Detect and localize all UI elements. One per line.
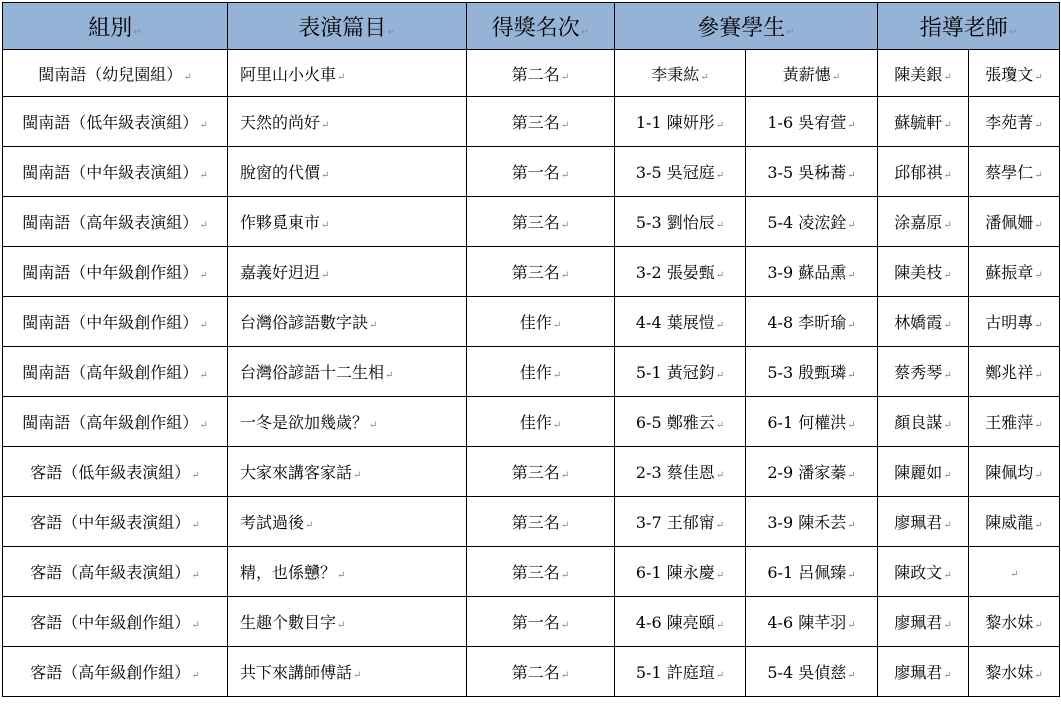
cell-award: 第二名↵: [467, 50, 615, 97]
cell-student-2: 黃薪憓↵: [746, 50, 878, 97]
cell-award: 第三名↵: [467, 247, 615, 297]
table-row: [3, 597, 1060, 647]
cell-category: 閩南語（低年級表演組）↵: [3, 97, 228, 147]
cell-title: 精，也係戇？↵: [228, 547, 467, 597]
cell-teacher-2: 張瓊文↵: [969, 50, 1060, 97]
cell-student-1: 6-5 鄭雅云↵: [615, 397, 746, 447]
table-row: [3, 347, 1060, 397]
cell-category: 閩南語（高年級創作組）↵: [3, 397, 228, 447]
cell-student-1: 5-3 劉怡辰↵: [615, 197, 746, 247]
cell-student-1: 4-6 陳亮頤↵: [615, 597, 746, 647]
cell-student-2: 5-3 殷甄璘↵: [746, 347, 878, 397]
cell-category: 客語（中年級表演組）↵: [3, 497, 228, 547]
cell-teacher-2: 蔡學仁↵: [969, 147, 1060, 197]
cell-award: 佳作↵: [467, 297, 615, 347]
table-body: [3, 50, 1060, 697]
cell-title: 一冬是欲加幾歲？↵: [228, 397, 467, 447]
cell-title: 大家來講客家話↵: [228, 447, 467, 497]
cell-title: 共下來講師傅話↵: [228, 647, 467, 697]
cell-student-1: 4-4 葉展愷↵: [615, 297, 746, 347]
cell-award: 第二名↵: [467, 647, 615, 697]
cell-teacher-2: 古明專↵: [969, 297, 1060, 347]
cell-teacher-1: 林嬌霞↵: [878, 297, 969, 347]
cell-category: 客語（高年級創作組）↵: [3, 647, 228, 697]
cell-student-2: 3-9 陳禾芸↵: [746, 497, 878, 547]
cell-award: 第一名↵: [467, 597, 615, 647]
cell-title: 台灣俗諺語十二生相↵: [228, 347, 467, 397]
cell-category: 閩南語（中年級表演組）↵: [3, 147, 228, 197]
cell-student-1: 5-1 許庭瑄↵: [615, 647, 746, 697]
cell-student-1: 2-3 蔡佳恩↵: [615, 447, 746, 497]
table-row: [3, 397, 1060, 447]
cell-award: 第三名↵: [467, 497, 615, 547]
cell-category: 閩南語（高年級表演組）↵: [3, 197, 228, 247]
cell-award: 第三名↵: [467, 547, 615, 597]
cell-teacher-2: 黎水妹↵: [969, 647, 1060, 697]
table-row: [3, 297, 1060, 347]
awards-table: [2, 2, 1060, 697]
header-teachers: 指導老師↵: [878, 3, 1060, 50]
cell-student-1: 3-5 吳冠庭↵: [615, 147, 746, 197]
cell-title: 嘉義好迌迌↵: [228, 247, 467, 297]
cell-title: 脫窗的代價↵: [228, 147, 467, 197]
header-students: 參賽學生↵: [615, 3, 878, 50]
cell-title: 阿里山小火車↵: [228, 50, 467, 97]
header-group: 組別↵: [3, 3, 228, 50]
cell-award: 第三名↵: [467, 447, 615, 497]
cell-teacher-1: 蔡秀琴↵: [878, 347, 969, 397]
cell-student-2: 6-1 何權洪↵: [746, 397, 878, 447]
cell-teacher-2: 潘佩姍↵: [969, 197, 1060, 247]
table-row: [3, 447, 1060, 497]
table-row: [3, 647, 1060, 697]
cell-teacher-1: 邱郁祺↵: [878, 147, 969, 197]
cell-teacher-2: 王雅萍↵: [969, 397, 1060, 447]
cell-student-1: 3-7 王郁甯↵: [615, 497, 746, 547]
cell-title: 台灣俗諺語數字訣↵: [228, 297, 467, 347]
table-row: [3, 197, 1060, 247]
cell-category: 閩南語（幼兒園組）↵: [3, 50, 228, 97]
cell-student-2: 3-5 吳秭蕎↵: [746, 147, 878, 197]
cell-award: 第三名↵: [467, 97, 615, 147]
cell-student-2: 4-6 陳芊羽↵: [746, 597, 878, 647]
cell-title: 天然的尚好↵: [228, 97, 467, 147]
cell-teacher-2: 李苑菁↵: [969, 97, 1060, 147]
cell-award: 佳作↵: [467, 347, 615, 397]
cell-title: 生趣个數目字↵: [228, 597, 467, 647]
cell-student-2: 2-9 潘家蓁↵: [746, 447, 878, 497]
cell-category: 閩南語（高年級創作組）↵: [3, 347, 228, 397]
cell-category: 閩南語（中年級創作組）↵: [3, 247, 228, 297]
cell-teacher-1: 涂嘉原↵: [878, 197, 969, 247]
table-row: [3, 497, 1060, 547]
cell-student-1: 1-1 陳妍彤↵: [615, 97, 746, 147]
cell-teacher-1: 廖珮君↵: [878, 597, 969, 647]
cell-award: 第一名↵: [467, 147, 615, 197]
cell-teacher-1: 陳美枝↵: [878, 247, 969, 297]
cell-teacher-1: 陳麗如↵: [878, 447, 969, 497]
cell-student-2: 5-4 凌浤銓↵: [746, 197, 878, 247]
table-row: [3, 247, 1060, 297]
cell-teacher-2: 黎水妹↵: [969, 597, 1060, 647]
header-title: 表演篇目↵: [228, 3, 467, 50]
table-row: [3, 50, 1060, 97]
cell-student-1: 李秉紘↵: [615, 50, 746, 97]
cell-award: 佳作↵: [467, 397, 615, 447]
cell-teacher-1: 陳政文↵: [878, 547, 969, 597]
cell-teacher-1: 蘇毓軒↵: [878, 97, 969, 147]
cell-teacher-1: 廖珮君↵: [878, 497, 969, 547]
table-row: [3, 147, 1060, 197]
header-award: 得獎名次↵: [467, 3, 615, 50]
cell-student-1: 3-2 張晏甄↵: [615, 247, 746, 297]
cell-category: 客語（高年級表演組）↵: [3, 547, 228, 597]
table-row: [3, 547, 1060, 597]
cell-teacher-2: 鄭兆祥↵: [969, 347, 1060, 397]
cell-category: 客語（中年級創作組）↵: [3, 597, 228, 647]
cell-award: 第三名↵: [467, 197, 615, 247]
cell-student-2: 5-4 吳偵慈↵: [746, 647, 878, 697]
cell-teacher-2: 蘇振章↵: [969, 247, 1060, 297]
cell-teacher-1: 顏良謀↵: [878, 397, 969, 447]
cell-teacher-1: 陳美銀↵: [878, 50, 969, 97]
cell-title: 考試過後↵: [228, 497, 467, 547]
cell-student-1: 5-1 黃冠鈞↵: [615, 347, 746, 397]
cell-student-2: 4-8 李昕瑜↵: [746, 297, 878, 347]
cell-student-1: 6-1 陳永慶↵: [615, 547, 746, 597]
cell-teacher-2: 陳佩均↵: [969, 447, 1060, 497]
cell-teacher-2: 陳威龍↵: [969, 497, 1060, 547]
table-row: [3, 97, 1060, 147]
cell-student-2: 1-6 吳宥萱↵: [746, 97, 878, 147]
header-row: [3, 3, 1060, 50]
cell-teacher-2: ↵: [969, 547, 1060, 597]
cell-category: 閩南語（中年級創作組）↵: [3, 297, 228, 347]
cell-teacher-1: 廖珮君↵: [878, 647, 969, 697]
cell-student-2: 6-1 呂佩臻↵: [746, 547, 878, 597]
cell-student-2: 3-9 蘇品熏↵: [746, 247, 878, 297]
cell-category: 客語（低年級表演組）↵: [3, 447, 228, 497]
cell-title: 作夥覓東市↵: [228, 197, 467, 247]
